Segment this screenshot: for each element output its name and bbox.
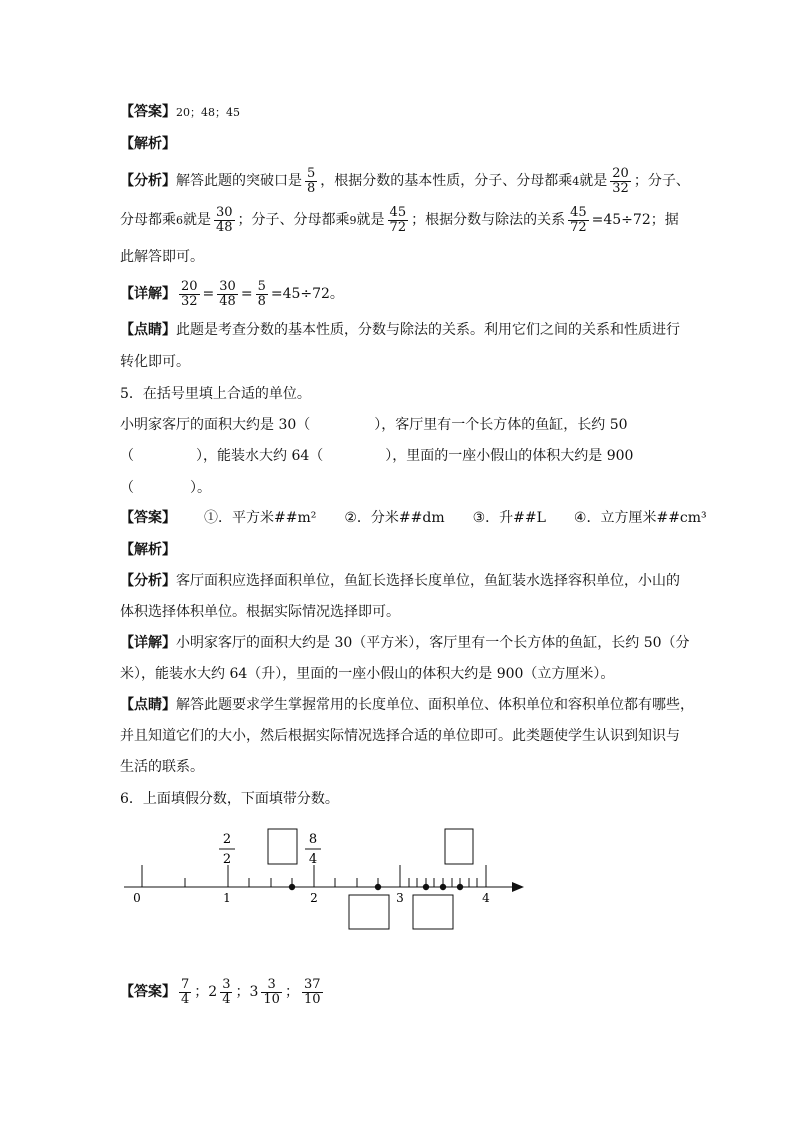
text-segment: ，根据分数的基本性质，分子、分母都乘 (320, 173, 573, 189)
analysis-label: 【解析】 (120, 542, 176, 558)
answer-mixed-fraction (220, 978, 232, 1007)
q5-dianjing-line1 (120, 695, 694, 715)
q5-dianjing-line2 (120, 726, 680, 746)
answer-box-bottom-1[interactable] (349, 895, 389, 929)
denominator: 10 (303, 991, 321, 1007)
denominator: 2 (222, 852, 232, 867)
equals-sign: = (240, 286, 253, 302)
text-segment: 转化即可。 (120, 354, 190, 370)
answer-fraction-7-4 (179, 978, 191, 1007)
whole-part: 2 (208, 984, 218, 1000)
point-dot (423, 884, 429, 890)
text-segment: 就是 (183, 212, 211, 228)
text-segment: ；根据分数与除法的关系 (411, 212, 566, 228)
answer-fraction-37-10 (302, 978, 323, 1007)
text-segment: （ (120, 448, 134, 464)
text-segment: 解答此题要求学生掌握常用的长度单位、面积单位、体积单位和容积单位都有哪些， (176, 697, 694, 713)
text-segment: ），能装水大约 64（ (196, 448, 324, 464)
question-title: 5．在括号里填上合适的单位。 (120, 386, 311, 402)
text-segment: 就是 (356, 212, 385, 228)
number: 9 (349, 214, 357, 227)
answer-item: ④．立方厘米##cm³ (573, 510, 707, 526)
tick-label: 1 (223, 891, 231, 905)
text-segment: 并且知道它们的大小，然后根据实际情况选择合适的单位即可。此类题使学生认识到知识与 (120, 728, 680, 744)
xiangjie-label: 【详解】 (120, 635, 176, 651)
text-segment: =45÷72。 (270, 286, 344, 302)
numerator: 5 (257, 278, 266, 294)
text-segment: （ ）。 (120, 480, 211, 496)
text-segment: 生活的联系。 (120, 759, 204, 775)
q5-line2 (120, 446, 633, 466)
point-dot (457, 884, 463, 890)
fenxi-label: 【分析】 (120, 173, 176, 189)
answer-item: ②．分米##dm (344, 510, 445, 526)
q5-answer-line (120, 508, 707, 528)
number: 4 (572, 175, 580, 188)
q5-xiangjie-line2 (120, 664, 614, 684)
answer-label: 【答案】 (120, 984, 176, 1000)
dianjing-label: 【点睛】 (120, 697, 176, 713)
answer-label: 【答案】 (120, 104, 176, 120)
numerator: 45 (570, 204, 587, 220)
q4-xiangjie-line (120, 279, 344, 309)
numerator: 2 (222, 832, 232, 847)
tick-label: 0 (133, 891, 141, 905)
denominator: 32 (612, 180, 629, 196)
tick-marks (142, 865, 486, 887)
numerator: 20 (612, 165, 629, 181)
q4-analysis-heading (120, 134, 176, 154)
numerator: 5 (307, 165, 316, 181)
answer-box-top-1[interactable] (268, 829, 297, 864)
text-segment: 此解答即可。 (120, 249, 204, 265)
denominator: 8 (257, 293, 266, 309)
fraction-2-2-label (219, 832, 235, 867)
fraction-20-32 (610, 167, 631, 196)
answer-text: 20；48；45 (176, 106, 240, 119)
numerator: 30 (219, 278, 236, 294)
denominator: 32 (181, 293, 198, 309)
q5-title (120, 384, 311, 404)
denominator: 72 (389, 219, 407, 235)
fraction-5-8 (305, 167, 317, 196)
text-segment: 体积选择体积单位。根据实际情况选择即可。 (120, 604, 400, 620)
numerator: 30 (216, 204, 233, 220)
q5-dianjing-line3 (120, 757, 204, 777)
text-segment: ），客厅里有一个长方体的鱼缸，长约 50 (374, 417, 628, 433)
q4-fenxi-line2 (120, 205, 679, 236)
text-segment: ；分子、 (633, 173, 690, 189)
text-segment: 客厅面积应选择面积单位，鱼缸长选择长度单位，鱼缸装水选择容积单位，小山的 (176, 573, 680, 589)
q6-answer-line (120, 975, 326, 1009)
tick-label: 4 (482, 891, 490, 905)
denominator: 48 (219, 293, 236, 309)
xiangjie-label: 【详解】 (120, 286, 176, 302)
tick-label: 3 (396, 891, 404, 905)
number: 6 (176, 214, 183, 227)
q5-analysis-heading (120, 540, 176, 560)
fraction-8-4-label (305, 832, 321, 867)
separator: ； (235, 984, 250, 1000)
tick-label: 2 (310, 891, 318, 905)
text-segment: ），里面的一座小假山的体积大约是 900 (385, 448, 634, 464)
numerator: 3 (267, 976, 276, 992)
denominator: 4 (181, 991, 190, 1007)
separator: ； (194, 984, 209, 1000)
answer-box-bottom-2[interactable] (413, 895, 453, 929)
denominator: 10 (263, 991, 280, 1007)
text-segment: 米），能装水大约 64（升），里面的一座小假山的体积大约是 900（立方厘米）。 (120, 666, 615, 682)
text-segment: 解答此题的突破口是 (176, 173, 302, 189)
fraction-30-48 (217, 280, 238, 309)
numerator: 20 (181, 278, 198, 294)
numerator: 7 (181, 976, 190, 992)
numerator: 3 (222, 976, 231, 992)
text-segment: 此题是考查分数的基本性质，分数与除法的关系。利用它们之间的关系和性质进行 (176, 322, 680, 338)
answer-item: ③．升##L (472, 510, 546, 526)
point-dot (375, 884, 381, 890)
fraction-30-48 (214, 206, 235, 235)
fraction-45-72-b (568, 206, 589, 235)
number-line-figure (0, 820, 794, 940)
dianjing-label: 【点睛】 (120, 322, 176, 338)
text-segment: 就是 (579, 173, 608, 189)
answer-mixed-fraction (261, 978, 282, 1007)
fraction-5-8 (256, 280, 268, 309)
numerator: 45 (389, 204, 407, 220)
text-segment: 小明家客厅的面积大约是 30（平方米），客厅里有一个长方体的鱼缸，长约 50（分 (176, 635, 690, 651)
q5-line3 (120, 478, 211, 498)
fraction-20-32 (179, 280, 200, 309)
equals-sign: = (202, 286, 215, 302)
q4-answer-line (120, 102, 240, 123)
answer-item: ①．平方米##m² (204, 510, 317, 526)
q5-line1 (120, 415, 628, 435)
text-segment: 分母都乘 (120, 212, 176, 228)
q6-title (120, 789, 339, 809)
q4-dianjing-line1 (120, 320, 680, 340)
q4-fenxi-line3 (120, 247, 204, 267)
numerator: 8 (308, 832, 318, 847)
denominator: 4 (308, 852, 318, 867)
q5-fenxi-line1 (120, 571, 680, 591)
axis-arrow-icon (512, 882, 524, 892)
answer-label: 【答案】 (120, 510, 176, 526)
fenxi-label: 【分析】 (120, 573, 176, 589)
denominator: 8 (307, 180, 316, 196)
text-segment: ；分子、分母都乘 (237, 212, 350, 228)
denominator: 48 (216, 219, 233, 235)
question-title: 6．上面填假分数，下面填带分数。 (120, 791, 339, 807)
denominator: 72 (570, 219, 587, 235)
q4-fenxi-line1 (120, 166, 690, 197)
q5-xiangjie-line1 (120, 633, 690, 653)
analysis-label: 【解析】 (120, 136, 176, 152)
q5-fenxi-line2 (120, 602, 400, 622)
q4-dianjing-line2 (120, 352, 190, 372)
denominator: 4 (222, 991, 231, 1007)
point-dot (440, 884, 446, 890)
text-segment: 小明家客厅的面积大约是 30（ (120, 417, 311, 433)
whole-part: 3 (249, 984, 259, 1000)
numerator: 37 (303, 976, 321, 992)
fraction-45-72 (388, 206, 409, 235)
answer-box-top-2[interactable] (445, 829, 473, 864)
point-dot (289, 884, 295, 890)
text-segment: =45÷72；据 (591, 212, 679, 228)
separator: ； (284, 984, 299, 1000)
